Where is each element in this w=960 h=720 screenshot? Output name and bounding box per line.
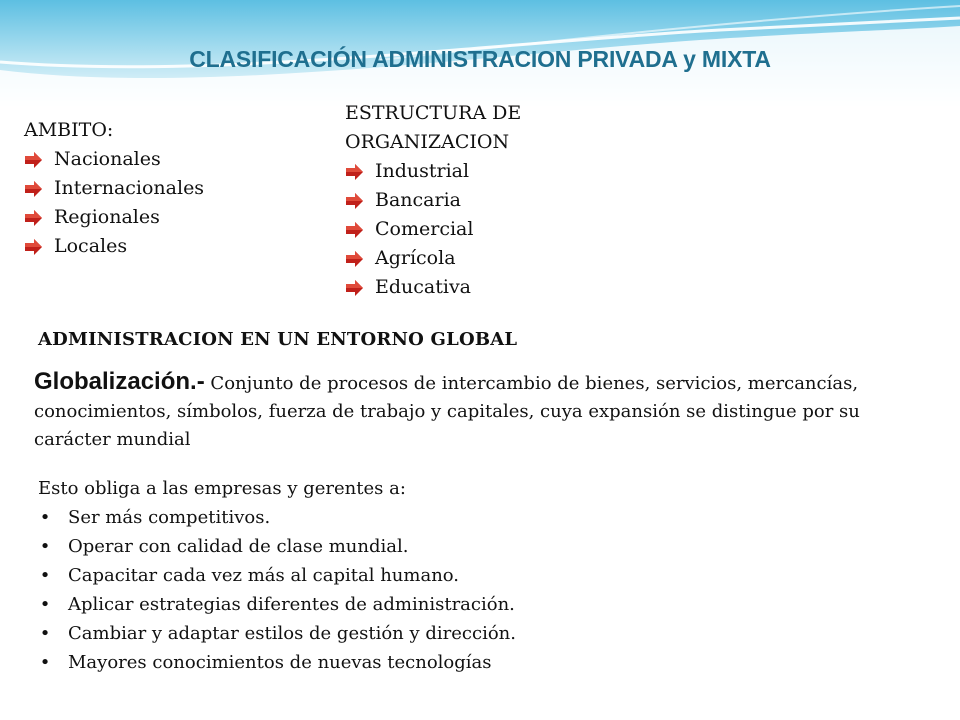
ambito-item-label: Nacionales: [54, 148, 161, 170]
bullet-icon: •: [39, 594, 51, 615]
obligations-block: [38, 474, 516, 677]
estructura-list: [345, 157, 521, 302]
globalizacion-text: Conjunto de procesos de intercambio de bienes, servicios, mercancías, conocimientos, símbolos, fuerza de trabajo y capitales, cuya expansión se distingue por su carácter mundial: [34, 373, 860, 450]
list-item: [24, 145, 204, 174]
list-item: [38, 590, 516, 619]
estructura-item-label: Industrial: [375, 160, 470, 182]
ambito-heading: AMBITO:: [24, 119, 114, 141]
red-arrow-icon: [24, 239, 42, 255]
red-arrow-icon: [24, 152, 42, 168]
globalizacion-definition: [34, 368, 914, 454]
obligations-intro: Esto obliga a las empresas y gerentes a:: [38, 478, 406, 499]
obligation-text: Capacitar cada vez más al capital humano.: [68, 565, 460, 586]
estructura-heading-line1: ESTRUCTURA DE: [345, 102, 522, 124]
page-title: CLASIFICACIÓN ADMINISTRACION PRIVADA y MIXTA: [189, 46, 771, 72]
bullet-icon: •: [39, 565, 51, 586]
ambito-block: [24, 116, 204, 261]
obligation-text: Operar con calidad de clase mundial.: [68, 536, 409, 557]
ambito-item-label: Internacionales: [54, 177, 205, 199]
estructura-item-label: Agrícola: [375, 247, 456, 269]
red-arrow-icon: [24, 210, 42, 226]
list-item: [345, 215, 521, 244]
estructura-item-label: Educativa: [375, 276, 472, 298]
list-item: [38, 532, 516, 561]
ambito-list: [24, 145, 204, 261]
red-arrow-icon: [345, 164, 363, 180]
list-item: [345, 244, 521, 273]
list-item: [24, 203, 204, 232]
list-item: [38, 561, 516, 590]
estructura-block: [345, 99, 521, 302]
red-arrow-icon: [345, 280, 363, 296]
ambito-item-label: Locales: [54, 235, 128, 257]
obligation-text: Mayores conocimientos de nuevas tecnologías: [68, 652, 492, 673]
estructura-item-label: Comercial: [375, 218, 474, 240]
bullet-icon: •: [39, 652, 51, 673]
list-item: [24, 174, 204, 203]
bullet-icon: •: [39, 623, 51, 644]
global-section-heading: ADMINISTRACION EN UN ENTORNO GLOBAL: [38, 329, 518, 350]
red-arrow-icon: [345, 251, 363, 267]
red-arrow-icon: [345, 222, 363, 238]
list-item: [345, 273, 521, 302]
red-arrow-icon: [345, 193, 363, 209]
obligation-text: Aplicar estrategias diferentes de administración.: [68, 594, 515, 615]
bullet-icon: •: [39, 536, 51, 557]
list-item: [345, 157, 521, 186]
obligations-list: [38, 503, 516, 677]
list-item: [24, 232, 204, 261]
red-arrow-icon: [24, 181, 42, 197]
obligation-text: Cambiar y adaptar estilos de gestión y dirección.: [68, 623, 516, 644]
estructura-heading-line2: ORGANIZACION: [345, 131, 510, 153]
list-item: [345, 186, 521, 215]
list-item: [38, 619, 516, 648]
estructura-item-label: Bancaria: [375, 189, 461, 211]
bullet-icon: •: [39, 507, 51, 528]
ambito-item-label: Regionales: [54, 206, 160, 228]
globalizacion-term: Globalización.-: [34, 368, 205, 395]
list-item: [38, 503, 516, 532]
list-item: [38, 648, 516, 677]
obligation-text: Ser más competitivos.: [68, 507, 271, 528]
